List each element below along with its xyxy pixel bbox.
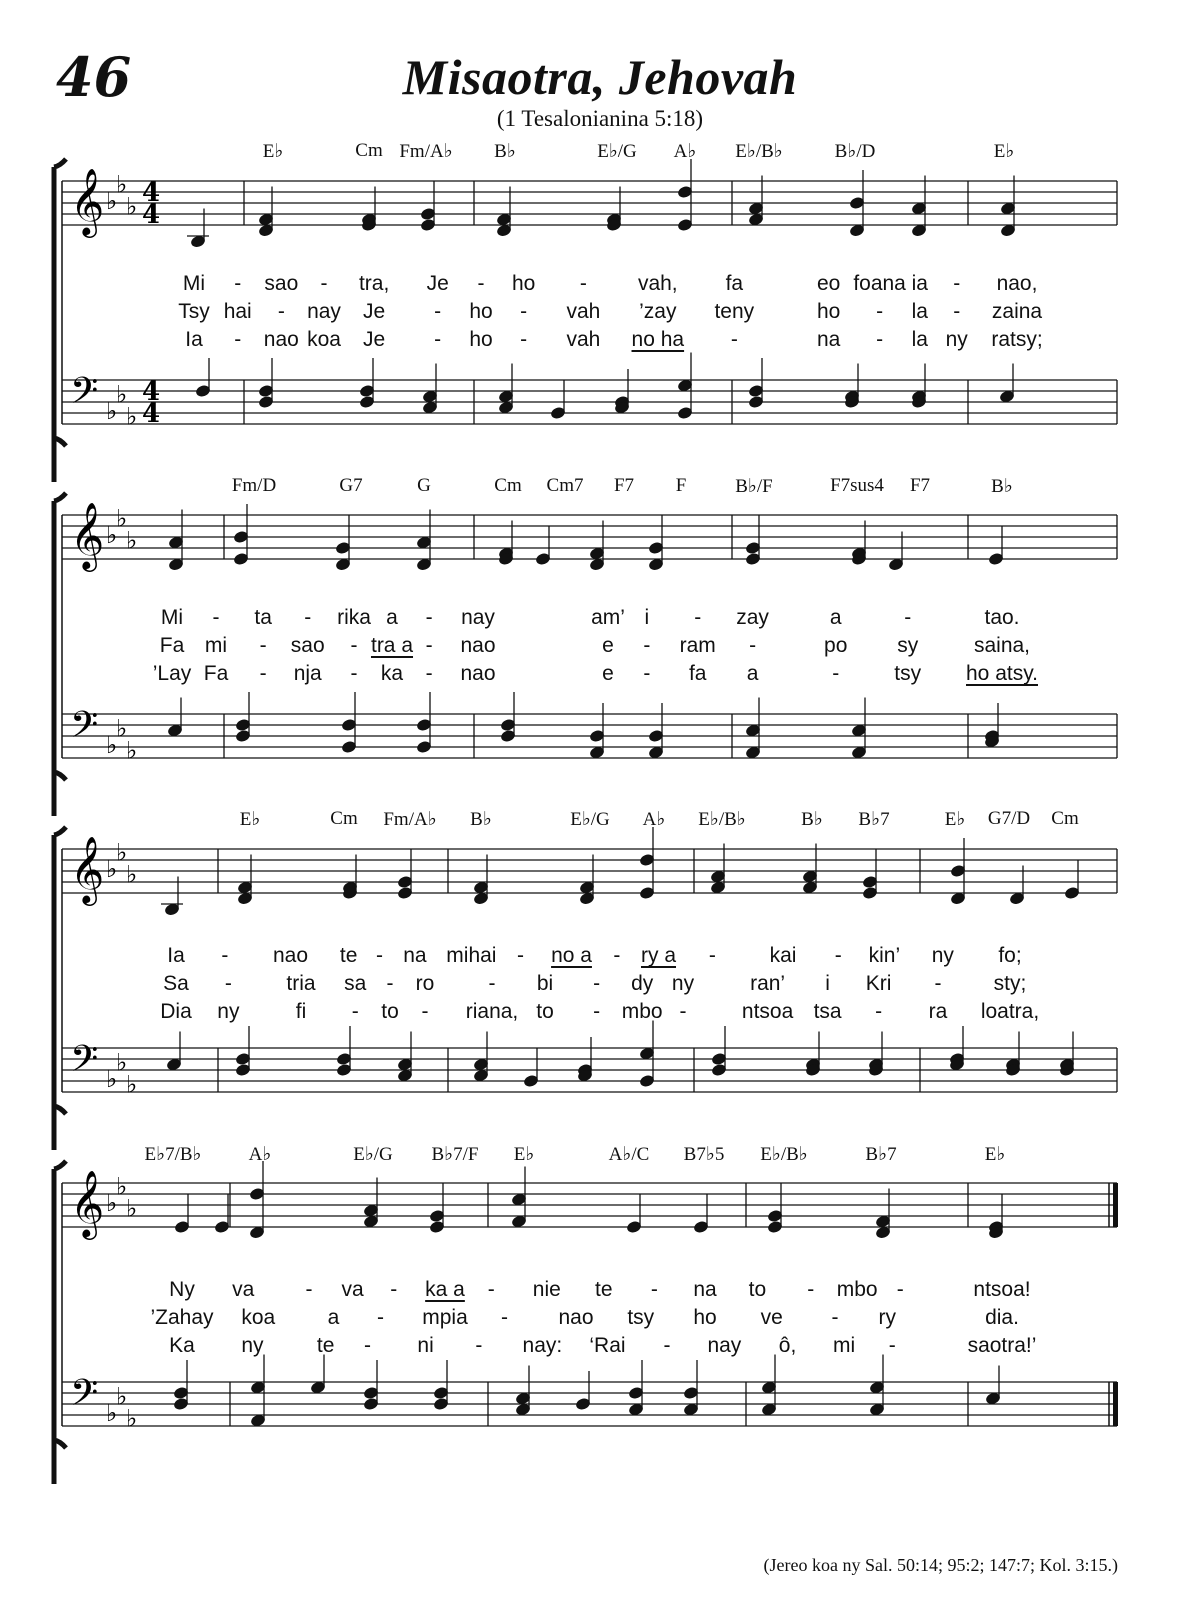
lyric-syllable: nay	[461, 606, 495, 629]
chord-symbol: E♭7/B♭	[144, 1144, 202, 1165]
lyric-syllable: saotra!’	[967, 1334, 1037, 1357]
lyric-hyphen: -	[277, 300, 285, 323]
chord-symbol: F7	[909, 475, 931, 496]
lyric-syllable: vah	[566, 328, 601, 351]
lyric-syllable: ho	[469, 328, 493, 351]
flat-sign: ♭	[126, 526, 138, 555]
chord-symbol: E♭	[262, 141, 284, 162]
lyric-hyphen: -	[234, 272, 242, 295]
lyric-hyphen: -	[434, 300, 442, 323]
flat-sign: ♭	[126, 736, 138, 765]
lyric-syllable: koa	[241, 1306, 276, 1329]
chord-symbol: G7/D	[987, 808, 1031, 829]
lyric-hyphen: -	[730, 328, 738, 351]
system-bracket	[54, 159, 66, 482]
lyric-hyphen: -	[888, 1334, 896, 1357]
lyric-syllable: ra	[928, 1000, 948, 1023]
lyric-syllable: Je	[426, 272, 449, 295]
flat-sign: ♭	[106, 521, 118, 549]
chord-symbol: E♭/B♭	[698, 809, 746, 830]
chord-symbol: B♭7	[865, 1144, 897, 1165]
lyric-syllable: vah	[566, 300, 601, 323]
lyric-syllable: tao.	[984, 606, 1020, 629]
lyric-hyphen: -	[663, 1334, 671, 1357]
lyric-syllable: nao	[263, 328, 299, 351]
lyric-syllable: ’Lay	[152, 662, 192, 685]
chord-symbol: G	[417, 475, 431, 496]
chord-symbol: E♭	[984, 1144, 1006, 1165]
lyric-syllable: am’	[591, 606, 625, 629]
flat-sign: ♭	[126, 402, 138, 431]
lyric-hyphen: -	[304, 606, 312, 629]
lyric-syllable: a	[327, 1306, 340, 1329]
lyric-syllable: to	[536, 1000, 554, 1023]
lyric-syllable: e	[602, 662, 614, 685]
lyric-hyphen: -	[259, 634, 267, 657]
lyric-syllable: Dia	[160, 1000, 192, 1023]
lyric-syllable: te	[339, 944, 358, 967]
bass-clef-icon: 𝄢	[70, 704, 99, 755]
lyric-syllable: la	[911, 328, 928, 351]
lyric-syllable: nie	[532, 1278, 561, 1301]
lyric-hyphen: -	[350, 662, 358, 685]
bass-clef-icon: 𝄢	[70, 370, 99, 421]
system-bracket	[54, 493, 66, 816]
chord-symbol: E♭	[513, 1144, 535, 1165]
lyric-hyphen: -	[520, 300, 528, 323]
lyric-hyphen: -	[807, 1278, 815, 1301]
lyric-syllable: ran’	[750, 972, 786, 995]
lyric-syllable: tra,	[358, 272, 390, 295]
lyric-hyphen: -	[434, 328, 442, 351]
chord-symbol: A♭	[673, 141, 697, 162]
lyric-syllable: ka a	[425, 1278, 465, 1301]
lyric-hyphen: -	[934, 972, 942, 995]
chord-symbol: E♭/G	[353, 1144, 393, 1165]
lyric-syllable: sao	[264, 272, 299, 295]
flat-sign: ♭	[116, 1382, 128, 1411]
lyric-hyphen: -	[593, 1000, 601, 1023]
lyric-syllable: tsy	[627, 1306, 655, 1329]
lyric-syllable: ny	[241, 1334, 264, 1357]
flat-sign: ♭	[116, 838, 128, 867]
lyric-syllable: nao,	[996, 272, 1038, 295]
lyric-hyphen: -	[351, 1000, 359, 1023]
lyric-syllable: i	[644, 606, 650, 629]
lyric-syllable: nao	[558, 1306, 594, 1329]
time-signature: 4	[142, 178, 161, 208]
lyric-hyphen: -	[305, 1278, 313, 1301]
lyric-syllable: po	[824, 634, 848, 657]
lyric-hyphen: -	[876, 300, 884, 323]
lyric-hyphen: -	[579, 272, 587, 295]
treble-clef-icon: 𝄞	[70, 501, 105, 569]
chord-symbol: Cm	[355, 140, 383, 161]
lyric-syllable: ny	[217, 1000, 240, 1023]
lyric-syllable: mi	[833, 1334, 856, 1357]
chord-symbol: B♭/D	[834, 141, 876, 162]
lyric-hyphen: -	[831, 1306, 839, 1329]
lyric-syllable: zay	[736, 606, 769, 629]
lyric-syllable: nao	[272, 944, 309, 967]
system-bracket	[54, 1161, 66, 1484]
lyric-syllable: mbo	[836, 1278, 878, 1301]
chord-symbol: Cm7	[546, 475, 584, 496]
time-signature: 4	[142, 377, 161, 407]
lyric-syllable: teny	[714, 300, 755, 323]
lyric-syllable: a	[746, 662, 759, 685]
chord-symbol: Fm/D	[231, 475, 277, 496]
lyric-syllable: ny	[945, 328, 968, 351]
lyric-hyphen: -	[259, 662, 267, 685]
flat-sign: ♭	[116, 504, 128, 533]
lyric-syllable: no ha	[631, 328, 685, 351]
lyric-syllable: ny	[931, 944, 954, 967]
flat-sign: ♭	[106, 187, 118, 215]
flat-sign: ♭	[126, 860, 138, 889]
chord-symbol: A♭	[248, 1144, 272, 1165]
lyric-syllable: Ia	[185, 328, 203, 351]
chord-symbol: E♭	[993, 141, 1015, 162]
chord-symbol: B♭	[494, 141, 516, 162]
lyric-hyphen: -	[425, 662, 433, 685]
chord-symbol: Cm	[1051, 808, 1079, 829]
flat-sign: ♭	[126, 192, 138, 221]
lyric-hyphen: -	[221, 944, 229, 967]
chord-symbol: A♭/C	[608, 1144, 650, 1165]
hymn-number: 46	[56, 45, 132, 109]
lyric-syllable: tria	[286, 972, 316, 995]
lyric-hyphen: -	[708, 944, 716, 967]
lyric-syllable: nja	[293, 662, 322, 685]
time-signature: 4	[142, 200, 161, 230]
lyric-syllable: va	[232, 1278, 255, 1301]
chord-symbol: E♭/B♭	[735, 141, 783, 162]
lyric-syllable: no a	[551, 944, 592, 967]
lyric-syllable: Kri	[865, 972, 892, 995]
lyric-syllable: a	[386, 606, 398, 629]
flat-sign: ♭	[116, 380, 128, 409]
lyric-syllable: dia.	[985, 1306, 1019, 1329]
chord-symbol: Fm/A♭	[399, 141, 453, 162]
lyric-syllable: Ia	[167, 944, 185, 967]
chord-symbol: Cm	[330, 808, 358, 829]
lyric-syllable: ia	[911, 272, 928, 295]
chord-symbol: F	[675, 475, 687, 496]
flat-sign: ♭	[116, 714, 128, 743]
lyric-hyphen: -	[421, 1000, 429, 1023]
lyric-syllable: tra a	[370, 634, 414, 657]
flat-sign: ♭	[116, 170, 128, 199]
lyric-syllable: koa	[307, 328, 341, 351]
lyric-hyphen: -	[386, 972, 394, 995]
lyric-syllable: mi	[204, 634, 228, 657]
chord-symbol: E♭	[944, 809, 966, 830]
lyric-hyphen: -	[613, 944, 621, 967]
lyric-hyphen: -	[475, 1334, 483, 1357]
lyric-syllable: ’zay	[639, 300, 677, 323]
system-bracket	[54, 827, 66, 1150]
final-bar-thick	[1113, 1183, 1118, 1227]
lyric-syllable: ‘Rai	[589, 1334, 626, 1357]
lyric-syllable: sao	[290, 634, 325, 657]
chord-symbol: E♭	[239, 809, 261, 830]
lyric-hyphen: -	[694, 606, 702, 629]
lyric-syllable: bi	[536, 972, 554, 995]
bass-clef-icon: 𝄢	[70, 1038, 99, 1089]
lyric-syllable: Sa	[163, 972, 189, 995]
lyric-syllable: fo;	[998, 944, 1022, 967]
lyric-syllable: sa	[344, 972, 367, 995]
lyric-syllable: foana	[853, 272, 906, 295]
chord-symbol: E♭/G	[597, 141, 637, 162]
lyric-hyphen: -	[350, 634, 358, 657]
treble-clef-icon: 𝄞	[70, 167, 105, 235]
chord-symbol: E♭/G	[570, 809, 610, 830]
lyric-syllable: dy	[631, 972, 654, 995]
lyric-syllable: ka	[380, 662, 404, 685]
lyric-hyphen: -	[875, 1000, 883, 1023]
lyric-syllable: sty;	[993, 972, 1027, 995]
lyric-syllable: zaina	[991, 300, 1043, 323]
lyric-syllable: ô,	[778, 1334, 797, 1357]
lyric-hyphen: -	[487, 1278, 495, 1301]
lyric-syllable: ho	[693, 1306, 717, 1329]
hymn-title: Misaotra, Jehovah	[402, 49, 798, 105]
lyric-syllable: ta	[254, 606, 272, 629]
treble-clef-icon: 𝄞	[70, 1169, 105, 1237]
lyric-hyphen: -	[390, 1278, 398, 1301]
lyric-syllable: Tsy	[178, 300, 210, 323]
lyric-syllable: riana,	[465, 1000, 519, 1023]
lyric-syllable: ho	[469, 300, 493, 323]
flat-sign: ♭	[116, 1048, 128, 1077]
lyric-syllable: ratsy;	[991, 328, 1043, 351]
lyric-hyphen: -	[212, 606, 220, 629]
lyric-syllable: ho	[511, 272, 536, 295]
lyric-syllable: ni	[417, 1334, 434, 1357]
lyric-syllable: i	[825, 972, 830, 995]
lyric-hyphen: -	[896, 1278, 904, 1301]
lyric-hyphen: -	[650, 1278, 658, 1301]
lyric-syllable: ry	[878, 1306, 896, 1329]
lyric-syllable: ntsoa	[741, 1000, 794, 1023]
chord-symbol: B♭	[470, 809, 492, 830]
lyric-hyphen: -	[876, 328, 884, 351]
flat-sign: ♭	[106, 855, 118, 883]
lyric-syllable: ve	[760, 1306, 783, 1329]
chord-symbol: Cm	[494, 475, 522, 496]
lyric-syllable: Je	[363, 328, 386, 351]
lyric-hyphen: -	[376, 944, 383, 967]
lyric-syllable: Mi	[160, 606, 184, 629]
flat-sign: ♭	[106, 731, 118, 759]
bass-clef-icon: 𝄢	[70, 1372, 99, 1423]
lyric-hyphen: -	[520, 328, 528, 351]
lyric-syllable: fi	[295, 1000, 307, 1023]
lyric-syllable: nay	[707, 1334, 742, 1357]
chord-symbol: B7♭5	[683, 1144, 725, 1165]
lyric-syllable: nay:	[522, 1334, 563, 1357]
lyric-hyphen: -	[643, 634, 651, 657]
lyric-syllable: fa	[688, 662, 707, 685]
flat-sign: ♭	[106, 1065, 118, 1093]
flat-sign: ♭	[116, 1172, 128, 1201]
lyric-syllable: to	[381, 1000, 399, 1023]
lyric-syllable: ho atsy.	[966, 662, 1038, 685]
lyric-syllable: Je	[363, 300, 386, 323]
lyric-syllable: va	[341, 1278, 364, 1301]
lyric-hyphen: -	[234, 328, 242, 351]
lyric-hyphen: -	[593, 972, 601, 995]
flat-sign: ♭	[126, 1070, 138, 1099]
lyric-syllable: na	[816, 328, 841, 351]
lyric-syllable: na	[693, 1278, 717, 1301]
chord-symbol: F7	[613, 475, 635, 496]
lyric-hyphen: -	[832, 662, 840, 685]
time-signature: 4	[142, 399, 161, 429]
lyric-syllable: ho	[816, 300, 841, 323]
flat-sign: ♭	[126, 1404, 138, 1433]
lyric-syllable: tsy	[894, 662, 922, 685]
lyric-hyphen: -	[363, 1334, 371, 1357]
chord-symbol: B♭7/F	[431, 1144, 479, 1165]
lyric-hyphen: -	[643, 662, 651, 685]
chord-symbol: B♭7	[858, 809, 890, 830]
lyric-syllable: ram	[679, 634, 716, 657]
lyric-syllable: ny	[671, 972, 695, 995]
lyric-syllable: mpia	[422, 1306, 468, 1329]
lyric-syllable: saina,	[973, 634, 1031, 657]
lyric-syllable: ’Zahay	[150, 1306, 214, 1329]
chord-symbol: F7sus4	[830, 475, 884, 496]
flat-sign: ♭	[106, 1399, 118, 1427]
lyric-hyphen: -	[501, 1306, 508, 1329]
lyric-hyphen: -	[425, 634, 433, 657]
lyric-syllable: e	[602, 634, 614, 657]
lyric-hyphen: -	[904, 606, 912, 629]
lyric-syllable: hai	[223, 300, 252, 323]
lyric-syllable: nay	[307, 300, 341, 323]
lyric-syllable: to	[748, 1278, 767, 1301]
chord-symbol: E♭/B♭	[760, 1144, 808, 1165]
flat-sign: ♭	[126, 1194, 138, 1223]
flat-sign: ♭	[106, 1189, 118, 1217]
lyric-syllable: nao	[460, 634, 496, 657]
lyric-syllable: Fa	[159, 634, 185, 657]
lyric-syllable: rika	[337, 606, 371, 629]
lyric-syllable: vah,	[637, 272, 678, 295]
lyric-syllable: Ka	[169, 1334, 195, 1357]
lyric-syllable: tsa	[813, 1000, 842, 1023]
lyric-hyphen: -	[425, 606, 433, 629]
lyric-hyphen: -	[224, 972, 232, 995]
lyric-syllable: kin’	[868, 944, 901, 967]
lyric-hyphen: -	[477, 272, 485, 295]
lyric-syllable: Mi	[182, 272, 206, 295]
lyric-syllable: na	[403, 944, 427, 967]
lyric-syllable: Fa	[203, 662, 229, 685]
lyric-syllable: sy	[897, 634, 919, 657]
lyric-syllable: te	[316, 1334, 335, 1357]
chord-symbol: A♭	[642, 809, 666, 830]
lyric-hyphen: -	[488, 972, 496, 995]
final-bar-thick	[1113, 1382, 1118, 1426]
chord-symbol: G7	[339, 475, 363, 496]
lyric-syllable: te	[595, 1278, 613, 1301]
lyric-syllable: a	[829, 606, 842, 629]
lyric-syllable: loatra,	[980, 1000, 1040, 1023]
footnote-references: (Jereo koa ny Sal. 50:14; 95:2; 147:7; Kol. 3:15.)	[763, 1555, 1118, 1575]
treble-clef-icon: 𝄞	[70, 835, 105, 903]
chord-symbol: B♭	[991, 476, 1013, 497]
lyric-hyphen: -	[517, 944, 524, 967]
chord-symbol: Fm/A♭	[383, 809, 437, 830]
lyric-syllable: kai	[769, 944, 797, 967]
lyric-syllable: mbo	[621, 1000, 663, 1023]
lyric-syllable: ry a	[640, 944, 677, 967]
chord-symbol: B♭	[801, 809, 823, 830]
scripture-reference: (1 Tesalonianina 5:18)	[496, 106, 704, 131]
lyric-syllable: mihai	[446, 944, 497, 967]
lyric-syllable: eo	[816, 272, 841, 295]
lyric-hyphen: -	[749, 634, 757, 657]
lyric-hyphen: -	[679, 1000, 687, 1023]
lyric-hyphen: -	[834, 944, 842, 967]
lyric-syllable: fa	[725, 272, 744, 295]
lyric-syllable: nao	[460, 662, 496, 685]
lyric-hyphen: -	[320, 272, 328, 295]
lyric-syllable: Ny	[169, 1278, 195, 1301]
lyric-hyphen: -	[953, 272, 961, 295]
flat-sign: ♭	[106, 397, 118, 425]
lyric-syllable: ro	[415, 972, 435, 995]
lyric-syllable: ntsoa!	[973, 1278, 1031, 1301]
lyric-hyphen: -	[953, 300, 961, 323]
lyric-syllable: la	[911, 300, 928, 323]
chord-symbol: B♭/F	[735, 476, 773, 497]
lyric-hyphen: -	[377, 1306, 384, 1329]
